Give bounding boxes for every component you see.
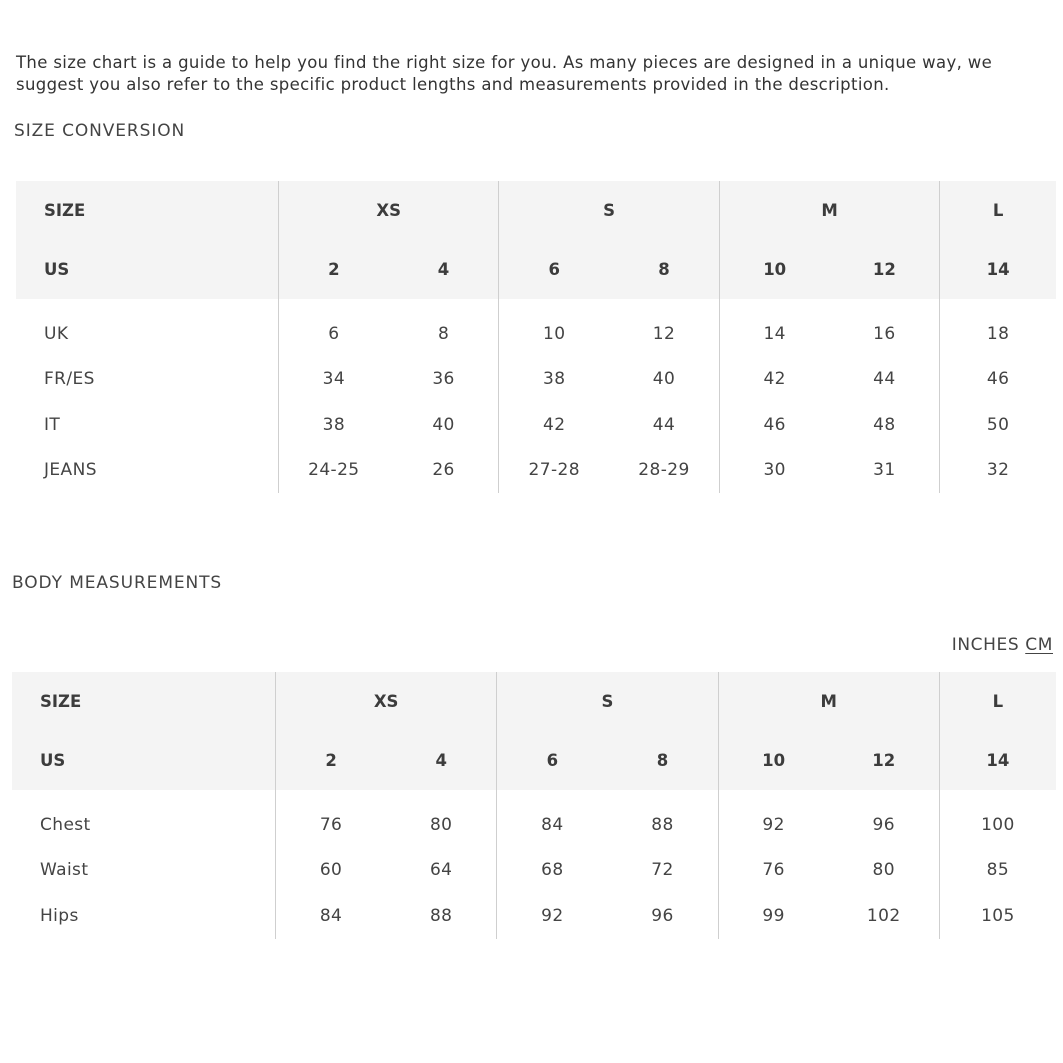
table-cell: 102	[866, 905, 901, 926]
table-cell: 32	[940, 448, 1056, 494]
us-size: 4	[389, 240, 499, 299]
table-cell: 14	[719, 299, 829, 357]
us-size: 10	[718, 731, 829, 790]
table-cell: 42	[719, 357, 829, 403]
table-cell: 99	[718, 893, 829, 939]
table-cell: 38	[278, 402, 388, 448]
us-size: 8	[609, 240, 719, 299]
table-cell: 31	[873, 460, 896, 481]
size-guide-intro: The size chart is a guide to help you find the right size for you. As many pieces are designed in a unique way, we suggest you also refer to the specific product lengths and measurements provided in the description.	[16, 53, 993, 94]
us-size: 6	[497, 731, 608, 790]
size-group-s: S	[497, 672, 718, 731]
table-cell: 76	[718, 848, 829, 894]
us-size: 8	[607, 731, 718, 790]
unit-toggle	[952, 635, 1053, 655]
table-cell: 88	[651, 814, 674, 835]
table-cell: 72	[651, 860, 674, 881]
table-row	[12, 893, 1056, 939]
us-header-label: US	[12, 731, 276, 790]
table-cell: 8	[437, 323, 450, 344]
inches-toggle[interactable]: INCHES	[951, 635, 1020, 655]
table-cell: 50	[940, 402, 1056, 448]
row-label: JEANS	[44, 460, 97, 481]
table-cell: 28-29	[638, 460, 690, 481]
size-group-m: M	[719, 181, 939, 240]
us-header-row	[16, 240, 1056, 299]
table-cell: 44	[652, 414, 676, 435]
us-size: 10	[719, 240, 829, 299]
table-cell: 44	[873, 369, 896, 390]
size-conversion-title: SIZE CONVERSION	[14, 121, 186, 141]
us-size: 4	[386, 731, 497, 790]
table-cell: 26	[432, 460, 455, 481]
table-row	[12, 790, 1056, 848]
size-group-xs: XS	[276, 672, 497, 731]
size-group-s: S	[499, 181, 719, 240]
table-cell: 96	[872, 814, 895, 835]
row-label: Chest	[40, 814, 91, 835]
body-measurements-title: BODY MEASUREMENTS	[12, 573, 223, 593]
us-size: 2	[276, 731, 387, 790]
table-row	[12, 848, 1056, 894]
table-cell: 36	[432, 369, 455, 390]
table-cell: 105	[939, 893, 1056, 939]
table-cell: 46	[719, 402, 829, 448]
size-header-label: SIZE	[12, 672, 276, 731]
table-cell: 48	[873, 414, 896, 435]
table-cell: 18	[940, 299, 1056, 357]
table-row	[16, 299, 1056, 357]
us-size: 12	[830, 240, 940, 299]
table-cell: 84	[497, 790, 608, 848]
size-conversion-table	[16, 181, 1056, 493]
table-cell: 88	[429, 905, 453, 926]
size-group-xs: XS	[278, 181, 498, 240]
table-cell: 27-28	[499, 448, 609, 494]
table-row	[16, 448, 1056, 494]
size-header-row	[16, 181, 1056, 240]
us-header-label: US	[16, 240, 278, 299]
row-label: IT	[44, 414, 61, 435]
table-cell: 96	[651, 905, 674, 926]
us-size: 2	[278, 240, 388, 299]
table-row	[16, 357, 1056, 403]
table-cell: 30	[719, 448, 829, 494]
row-label: Hips	[40, 905, 79, 926]
table-cell: 60	[276, 848, 387, 894]
table-cell: 40	[652, 369, 676, 390]
table-row	[16, 402, 1056, 448]
size-group-l: L	[940, 181, 1056, 240]
table-cell: 42	[499, 402, 609, 448]
table-cell: 85	[939, 848, 1056, 894]
table-cell: 64	[429, 860, 453, 881]
body-measurements-table	[12, 672, 1056, 939]
row-label: Waist	[40, 860, 89, 881]
table-cell: 92	[718, 790, 829, 848]
table-cell: 40	[432, 414, 455, 435]
table-cell: 80	[872, 860, 895, 881]
table-cell: 100	[939, 790, 1056, 848]
table-cell: 80	[429, 814, 453, 835]
us-size: 6	[499, 240, 609, 299]
table-cell: 76	[276, 790, 387, 848]
table-cell: 38	[499, 357, 609, 403]
row-label: FR/ES	[44, 369, 95, 390]
size-group-l: L	[939, 672, 1056, 731]
cm-toggle[interactable]: CM	[1025, 635, 1053, 655]
us-size: 14	[939, 731, 1056, 790]
us-header-row	[12, 731, 1056, 790]
table-cell: 68	[497, 848, 608, 894]
table-cell: 46	[940, 357, 1056, 403]
us-size: 14	[940, 240, 1056, 299]
size-group-m: M	[718, 672, 939, 731]
table-cell: 10	[499, 299, 609, 357]
table-cell: 92	[497, 893, 608, 939]
table-cell: 24-25	[278, 448, 388, 494]
size-header-label: SIZE	[16, 181, 278, 240]
table-cell: 34	[278, 357, 388, 403]
table-cell: 16	[873, 323, 896, 344]
table-cell: 84	[276, 893, 387, 939]
table-cell: 6	[278, 299, 388, 357]
row-label: UK	[44, 323, 69, 344]
us-size: 12	[829, 731, 940, 790]
table-cell: 12	[652, 323, 676, 344]
size-header-row	[12, 672, 1056, 731]
